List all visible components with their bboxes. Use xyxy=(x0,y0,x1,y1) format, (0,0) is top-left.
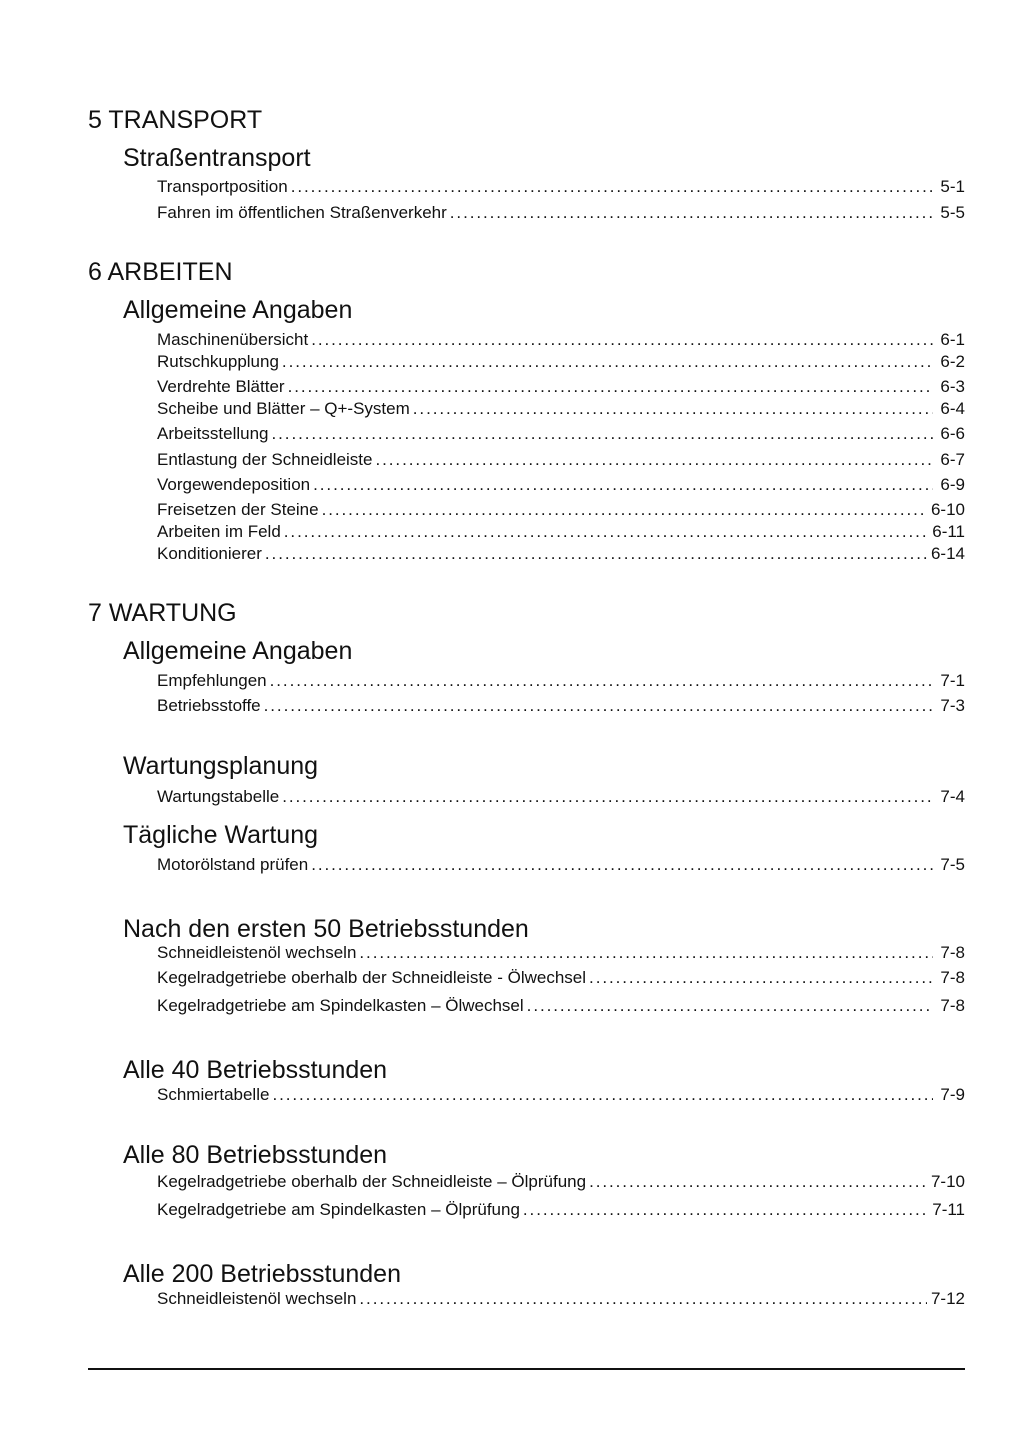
dot-leader xyxy=(311,329,933,351)
entry-page: 7-3 xyxy=(940,696,965,715)
toc-entry[interactable] xyxy=(157,967,965,989)
entry-page: 6-3 xyxy=(940,377,965,396)
entry-label: Schmiertabelle xyxy=(157,1085,270,1104)
entry-label: Kegelradgetriebe am Spindelkasten – Ölprüfung xyxy=(157,1200,520,1219)
entry-label: Verdrehte Blätter xyxy=(157,377,285,396)
entry-label: Konditionierer xyxy=(157,544,262,563)
dot-leader xyxy=(359,942,933,964)
entry-page: 6-2 xyxy=(940,352,965,371)
entry-label: Empfehlungen xyxy=(157,671,267,690)
dot-leader xyxy=(284,521,928,543)
entry-page: 7-4 xyxy=(940,787,965,806)
entry-page: 7-5 xyxy=(940,855,965,874)
dot-leader xyxy=(264,695,933,717)
entry-page: 7-9 xyxy=(940,1085,965,1104)
entry-label: Scheibe und Blätter – Q+-System xyxy=(157,399,410,418)
chapter-title: 5 TRANSPORT xyxy=(88,106,263,134)
dot-leader xyxy=(291,176,933,198)
dot-leader xyxy=(272,423,933,445)
toc-entry[interactable] xyxy=(157,499,965,521)
entry-page: 6-11 xyxy=(932,522,965,541)
dot-leader xyxy=(270,670,933,692)
entry-label: Freisetzen der Steine xyxy=(157,500,319,519)
toc-entry[interactable] xyxy=(157,202,965,224)
entry-label: Kegelradgetriebe oberhalb der Schneidleiste – Ölprüfung xyxy=(157,1172,587,1191)
dot-leader xyxy=(313,474,933,496)
dot-leader xyxy=(450,202,933,224)
entry-label: Fahren im öffentlichen Straßenverkehr xyxy=(157,203,447,222)
section-title: Wartungsplanung xyxy=(123,752,319,780)
dot-leader xyxy=(589,967,933,989)
entry-label: Arbeitsstellung xyxy=(157,424,269,443)
entry-page: 7-8 xyxy=(940,996,965,1015)
entry-page: 7-1 xyxy=(940,671,965,690)
entry-page: 7-8 xyxy=(940,943,965,962)
toc-entry[interactable] xyxy=(157,176,965,198)
toc-entry[interactable] xyxy=(157,695,965,717)
toc-entry[interactable] xyxy=(157,1171,965,1193)
chapter-title: 7 WARTUNG xyxy=(88,599,237,627)
dot-leader xyxy=(272,1084,933,1106)
toc-entry[interactable] xyxy=(157,329,965,351)
entry-label: Kegelradgetriebe am Spindelkasten – Ölwechsel xyxy=(157,996,524,1015)
entry-label: Kegelradgetriebe oberhalb der Schneidleiste - Ölwechsel xyxy=(157,968,587,987)
toc-entry[interactable] xyxy=(157,474,965,496)
section-title: Tägliche Wartung xyxy=(123,821,318,849)
dot-leader xyxy=(527,995,933,1017)
section-title: Alle 200 Betriebsstunden xyxy=(123,1260,401,1288)
dot-leader xyxy=(288,376,933,398)
entry-label: Maschinenübersicht xyxy=(157,330,309,349)
toc-entry[interactable] xyxy=(157,351,965,373)
toc-entry[interactable] xyxy=(157,995,965,1017)
entry-label: Vorgewendeposition xyxy=(157,475,311,494)
entry-label: Transportposition xyxy=(157,177,288,196)
toc-entry[interactable] xyxy=(157,398,965,420)
entry-label: Arbeiten im Feld xyxy=(157,522,281,541)
entry-label: Wartungstabelle xyxy=(157,787,280,806)
entry-label: Entlastung der Schneidleiste xyxy=(157,450,373,469)
dot-leader xyxy=(265,543,927,565)
toc-entry[interactable] xyxy=(157,854,965,876)
section-title: Straßentransport xyxy=(123,144,311,172)
toc-entry[interactable] xyxy=(157,521,965,543)
footer-rule xyxy=(88,1368,965,1370)
entry-page: 6-6 xyxy=(940,424,965,443)
section-title: Alle 80 Betriebsstunden xyxy=(123,1141,388,1169)
toc-entry[interactable] xyxy=(157,1288,965,1310)
dot-leader xyxy=(322,499,927,521)
entry-label: Schneidleistenöl wechseln xyxy=(157,1289,357,1308)
entry-page: 5-1 xyxy=(940,177,965,196)
entry-page: 7-10 xyxy=(930,1172,965,1191)
toc-entry[interactable] xyxy=(157,543,965,565)
toc-entry[interactable] xyxy=(157,1084,965,1106)
toc-entry[interactable] xyxy=(157,942,965,964)
entry-label: Betriebsstoffe xyxy=(157,696,261,715)
dot-leader xyxy=(359,1288,927,1310)
toc-entry[interactable] xyxy=(157,670,965,692)
dot-leader xyxy=(523,1199,928,1221)
dot-leader xyxy=(311,854,933,876)
entry-page: 6-10 xyxy=(930,500,965,519)
dot-leader xyxy=(282,786,933,808)
dot-leader xyxy=(589,1171,927,1193)
dot-leader xyxy=(282,351,933,373)
entry-page: 6-9 xyxy=(940,475,965,494)
toc-entry[interactable] xyxy=(157,423,965,445)
entry-label: Rutschkupplung xyxy=(157,352,279,371)
section-title: Alle 40 Betriebsstunden xyxy=(123,1056,388,1084)
toc-entry[interactable] xyxy=(157,376,965,398)
dot-leader xyxy=(375,449,933,471)
entry-page: 5-5 xyxy=(940,203,965,222)
toc-entry[interactable] xyxy=(157,786,965,808)
entry-page: 7-11 xyxy=(932,1200,965,1219)
section-title: Allgemeine Angaben xyxy=(123,296,353,324)
toc-entry[interactable] xyxy=(157,449,965,471)
entry-label: Motorölstand prüfen xyxy=(157,855,309,874)
entry-page: 7-8 xyxy=(940,968,965,987)
entry-page: 6-7 xyxy=(940,450,965,469)
entry-label: Schneidleistenöl wechseln xyxy=(157,943,357,962)
entry-page: 6-14 xyxy=(930,544,965,563)
dot-leader xyxy=(413,398,933,420)
entry-page: 6-1 xyxy=(940,330,965,349)
section-title: Nach den ersten 50 Betriebsstunden xyxy=(123,915,529,943)
chapter-title: 6 ARBEITEN xyxy=(88,258,233,286)
toc-entry[interactable] xyxy=(157,1199,965,1221)
entry-page: 6-4 xyxy=(940,399,965,418)
entry-page: 7-12 xyxy=(930,1289,965,1308)
section-title: Allgemeine Angaben xyxy=(123,637,353,665)
